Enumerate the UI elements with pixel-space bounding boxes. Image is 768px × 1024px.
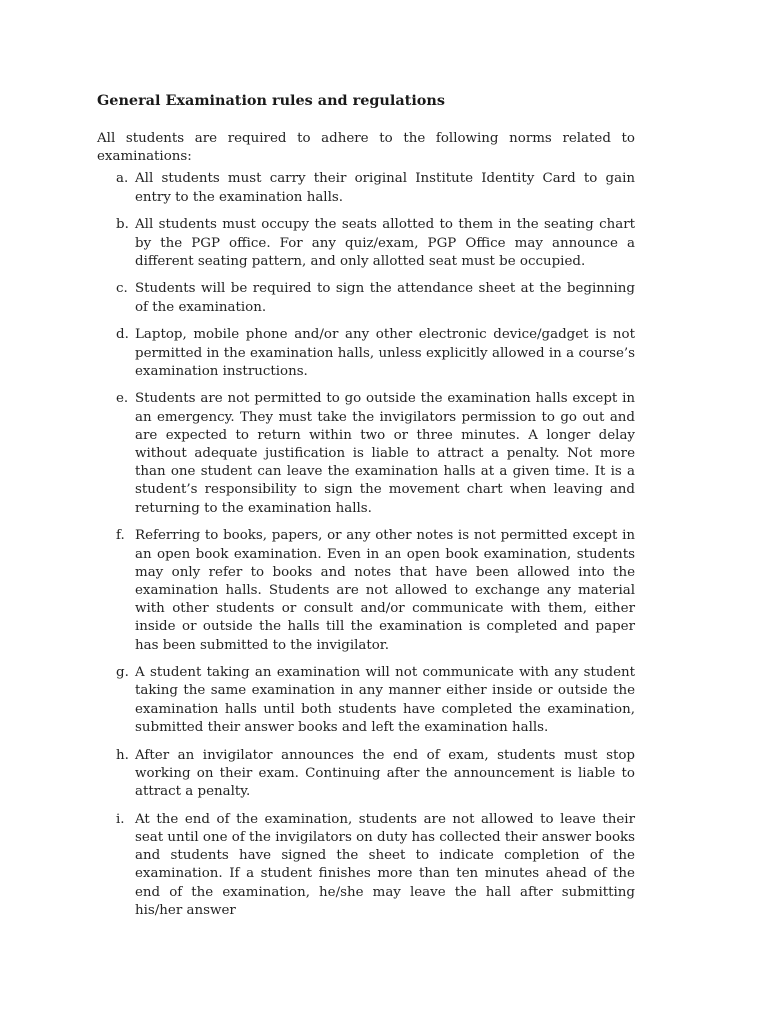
rule-text: All students must occupy the seats allotted to them in the seating chart by the PGP office. For any quiz/exam, PGP Office may announce a different seating pattern, and only allotted seat must be occupied.: [135, 217, 635, 269]
rule-text: Students are not permitted to go outside the examination halls except in an emergency. They must take the invigilators permission to go out and are expected to return within two or three minutes. A longer delay without adequate justification is liable to attract a penalty. Not more than one student can leave the examination halls at a given time. It is a student’s responsibility to sign the movement chart when leaving and returning to the examination halls.: [135, 391, 635, 516]
rule-item-a: [97, 170, 635, 206]
rule-text: At the end of the examination, students are not allowed to leave their seat until one of the invigilators on duty has collected their answer books and students have signed the sheet to indicate completion of the examination. If a student finishes more than ten minutes ahead of the end of the examination, he/she may leave the hall after submitting his/her answer: [135, 811, 635, 918]
rule-letter: a.: [116, 171, 129, 187]
rule-letter: d.: [116, 327, 129, 343]
rule-letter: b.: [116, 217, 129, 233]
rule-text: Referring to books, papers, or any other notes is not permitted except in an open book examination. Even in an open book examination, students may only refer to books and notes that have been allowed into the examination halls. Students are not allowed to exchange any material with other students or consult and/or communicate with them, either inside or outside the halls till the examination is completed and paper has been submitted to the invigilator.: [135, 528, 635, 653]
rule-item-i: [97, 811, 635, 920]
rule-letter: i.: [116, 811, 125, 827]
rule-item-d: [97, 326, 635, 381]
rule-text: Students will be required to sign the attendance sheet at the beginning of the examination.: [135, 281, 635, 315]
document-page: [97, 90, 635, 929]
rule-letter: g.: [116, 665, 129, 681]
rule-item-f: [97, 527, 635, 654]
intro-paragraph: All students are required to adhere to the following norms related to examinations:: [97, 131, 635, 165]
page-title: General Examination rules and regulations: [97, 92, 445, 109]
rule-text: All students must carry their original Institute Identity Card to gain entry to the examination halls.: [135, 171, 635, 205]
rule-text: A student taking an examination will not communicate with any student taking the same examination in any manner either inside or outside the examination halls until both students have completed the examination, submitted their answer books and left the examination halls.: [135, 665, 635, 735]
rule-item-g: [97, 664, 635, 737]
rule-item-b: [97, 216, 635, 271]
rule-text: Laptop, mobile phone and/or any other electronic device/gadget is not permitted in the examination halls, unless explicitly allowed in a course’s examination instructions.: [135, 327, 635, 379]
rule-letter: f.: [116, 528, 125, 544]
rule-item-c: [97, 280, 635, 316]
rule-item-h: [97, 747, 635, 802]
rule-letter: h.: [116, 747, 129, 763]
rule-letter: c.: [116, 281, 128, 297]
rules-list: [97, 170, 635, 920]
rule-item-e: [97, 390, 635, 517]
rule-text: After an invigilator announces the end of exam, students must stop working on their exam. Continuing after the announcement is liable to attract a penalty.: [135, 747, 635, 799]
rule-letter: e.: [116, 391, 129, 407]
